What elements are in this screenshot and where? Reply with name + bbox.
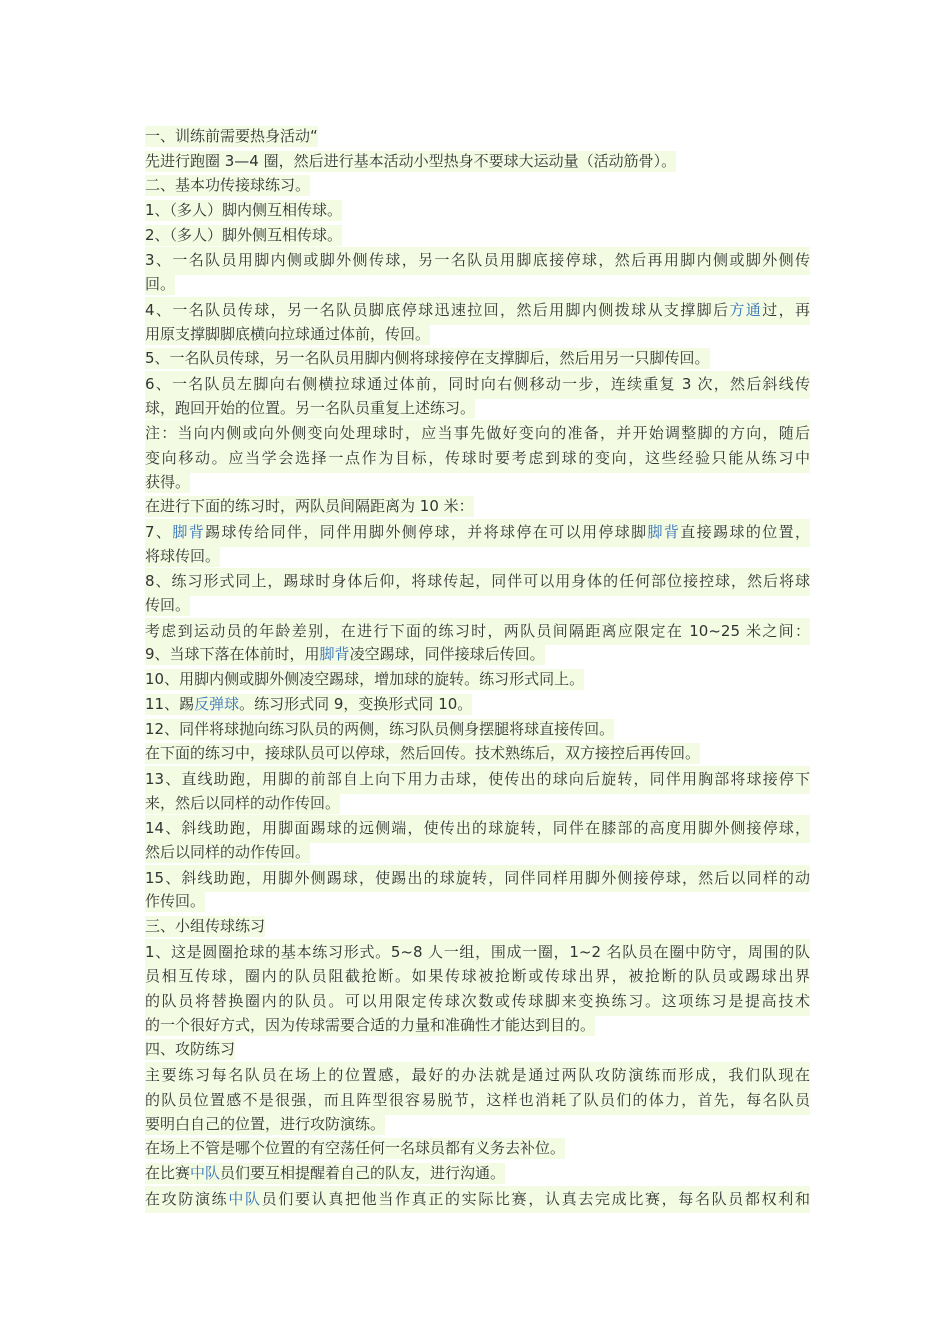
- line-text: 5、一名队员传球，另一名队员用脚内侧将球接停在支撑脚后，然后用另一只脚传回。: [145, 349, 710, 368]
- line-text: 员相互传球，圈内的队员阻截抢断。如果传球被抢断或传球出界，被抢断的队员或踢球出界: [145, 963, 810, 991]
- line-text: 三、小组传球练习: [145, 917, 266, 935]
- line-text: 在进行下面的练习时，两队员间隔距离为 10 米：: [145, 497, 474, 516]
- document-line: [145, 519, 810, 544]
- document-line: [145, 173, 810, 198]
- document-line: [145, 988, 810, 1013]
- document-line: [145, 544, 810, 569]
- line-text: 的队员将替换圈内的队员。可以用限定传球次数或传球脚来变换练习。这项练习是提高技术: [145, 988, 810, 1016]
- document-line: [145, 939, 810, 964]
- hyperlink[interactable]: 脚背: [319, 645, 350, 664]
- document-line: [145, 198, 810, 223]
- line-text: 4、一名队员传球，另一名队员脚底停球迅速拉回，然后用脚内侧拨球从支撑脚后方通过，再: [145, 297, 810, 325]
- line-text: 12、同伴将球抛向练习队员的两侧，练习队员侧身摆腿将球直接传回。: [145, 719, 615, 738]
- line-text: 回。: [145, 275, 176, 294]
- line-text: 作传回。: [145, 892, 206, 911]
- document-line: [145, 396, 810, 421]
- line-text: 注：当向内侧或向外侧变向处理球时，应当事先做好变向的准备，并开始调整脚的方向，随后: [145, 420, 810, 448]
- hyperlink[interactable]: 脚背: [172, 523, 206, 541]
- line-text: 2、（多人）脚外侧互相传球。: [145, 225, 343, 244]
- document-line: [145, 717, 810, 742]
- line-text: 的队员位置感不是很强，而且阵型很容易脱节，这样也消耗了队员们的体力，首先，每名队员: [145, 1087, 810, 1115]
- line-text: 二、基本功传接球练习。: [145, 176, 311, 195]
- document-line: [145, 494, 810, 519]
- document-line: [145, 914, 810, 939]
- document-line: [145, 223, 810, 248]
- line-text: 将球传回。: [145, 546, 221, 565]
- document-line: [145, 667, 810, 692]
- line-text: 四、攻防练习: [145, 1040, 236, 1059]
- document-line: [145, 889, 810, 914]
- line-text: 7、脚背踢球传给同伴，同伴用脚外侧停球，并将球停在可以用停球脚脚背直接踢球的位置，: [145, 519, 810, 547]
- line-text: 9、当球下落在体前时，用脚背凌空踢球，同伴接球后传回。: [145, 645, 545, 664]
- document-line: [145, 963, 810, 988]
- document-line: [145, 692, 810, 717]
- line-text: 6、一名队员左脚向右侧横拉球通过体前，同时向右侧移动一步，连续重复 3 次，然后斜线传: [145, 371, 810, 399]
- document-line: [145, 593, 810, 618]
- line-text: 在攻防演练中队员们要认真把他当作真正的实际比赛，认真去完成比赛，每名队员都权利和: [145, 1186, 810, 1214]
- document-line: [145, 149, 810, 174]
- line-text: 一、训练前需要热身活动“: [145, 127, 318, 145]
- line-text: 在场上不管是哪个位置的有空荡任何一名球员都有义务去补位。: [145, 1139, 566, 1158]
- document-body: [145, 124, 810, 1210]
- line-text: 然后以同样的动作传回。: [145, 842, 311, 861]
- line-text: 8、练习形式同上，踢球时身体后仰，将球传起，同伴可以用身体的任何部位接控球，然后将球: [145, 568, 810, 596]
- line-text: 1、这是圆圈抢球的基本练习形式。5~8 人一组，围成一圈，1~2 名队员在圈中防守，周围的队: [145, 939, 810, 967]
- document-line: [145, 1037, 810, 1062]
- line-text: 来，然后以同样的动作传回。: [145, 793, 341, 812]
- document-line: [145, 272, 810, 297]
- line-text: 在比赛中队员们要互相提醒着自己的队友，进行沟通。: [145, 1163, 506, 1182]
- document-line: [145, 1186, 810, 1211]
- line-text: 球，跑回开始的位置。另一名队员重复上述练习。: [145, 398, 476, 417]
- hyperlink[interactable]: 脚背: [647, 523, 681, 541]
- document-line: [145, 247, 810, 272]
- hyperlink[interactable]: 方通: [729, 300, 763, 319]
- document-line: [145, 791, 810, 816]
- document-line: [145, 642, 810, 667]
- document-line: [145, 815, 810, 840]
- line-text: 14、斜线助跑，用脚面踢球的远侧端，使传出的球旋转，同伴在膝部的高度用脚外侧接停球，: [145, 815, 810, 843]
- line-text: 10、用脚内侧或脚外侧凌空踢球，增加球的旋转。练习形式同上。: [145, 670, 585, 689]
- document-line: [145, 470, 810, 495]
- line-text: 用原支撑脚脚底横向拉球通过体前，传回。: [145, 324, 431, 343]
- document-line: [145, 865, 810, 890]
- document-line: [145, 297, 810, 322]
- line-text: 3、一名队员用脚内侧或脚外侧传球，另一名队员用脚底接停球，然后再用脚内侧或脚外侧传: [145, 247, 810, 275]
- document-line: [145, 840, 810, 865]
- line-text: 的一个很好方式，因为传球需要合适的力量和准确性才能达到目的。: [145, 1015, 596, 1034]
- line-text: 获得。: [145, 472, 191, 491]
- document-line: [145, 420, 810, 445]
- line-text: 变向移动。应当学会选择一点作为目标，传球时要考虑到球的变向，这些经验只能从练习中: [145, 445, 810, 473]
- document-line: [145, 346, 810, 371]
- line-text: 13、直线助跑，用脚的前部自上向下用力击球，使传出的球向后旋转，同伴用胸部将球接停下: [145, 766, 810, 794]
- line-text: 传回。: [145, 596, 191, 615]
- document-line: [145, 1112, 810, 1137]
- document-line: [145, 1062, 810, 1087]
- document-line: [145, 1013, 810, 1038]
- line-text: 在下面的练习中，接球队员可以停球，然后回传。技术熟练后，双方接控后再传回。: [145, 744, 701, 763]
- hyperlink[interactable]: 中队: [190, 1163, 221, 1182]
- document-line: [145, 445, 810, 470]
- document-line: [145, 371, 810, 396]
- line-text: 要明白自己的位置，进行攻防演练。: [145, 1114, 386, 1133]
- document-line: [145, 1087, 810, 1112]
- hyperlink[interactable]: 中队: [228, 1189, 262, 1208]
- document-line: [145, 618, 810, 643]
- document-line: [145, 568, 810, 593]
- document-line: [145, 766, 810, 791]
- line-text: 15、斜线助跑，用脚外侧踢球，使踢出的球旋转，同伴同样用脚外侧接停球，然后以同样的动: [145, 865, 810, 893]
- line-text: 1、（多人）脚内侧互相传球。: [145, 201, 343, 220]
- document-line: [145, 124, 810, 149]
- line-text: 先进行跑圈 3—4 圈，然后进行基本活动小型热身不要球大运动量（活动筋骨）。: [145, 151, 677, 170]
- document-line: [145, 1136, 810, 1161]
- line-text: 11、踢反弹球。练习形式同 9，变换形式同 10。: [145, 694, 473, 713]
- document-line: [145, 322, 810, 347]
- document-line: [145, 741, 810, 766]
- line-text: 主要练习每名队员在场上的位置感，最好的办法就是通过两队攻防演练而形成，我们队现在: [145, 1062, 810, 1090]
- line-text: 考虑到运动员的年龄差别，在进行下面的练习时，两队员间隔距离应限定在 10~25 米之间：: [145, 618, 810, 646]
- document-line: [145, 1161, 810, 1186]
- hyperlink[interactable]: 反弹球: [194, 694, 240, 713]
